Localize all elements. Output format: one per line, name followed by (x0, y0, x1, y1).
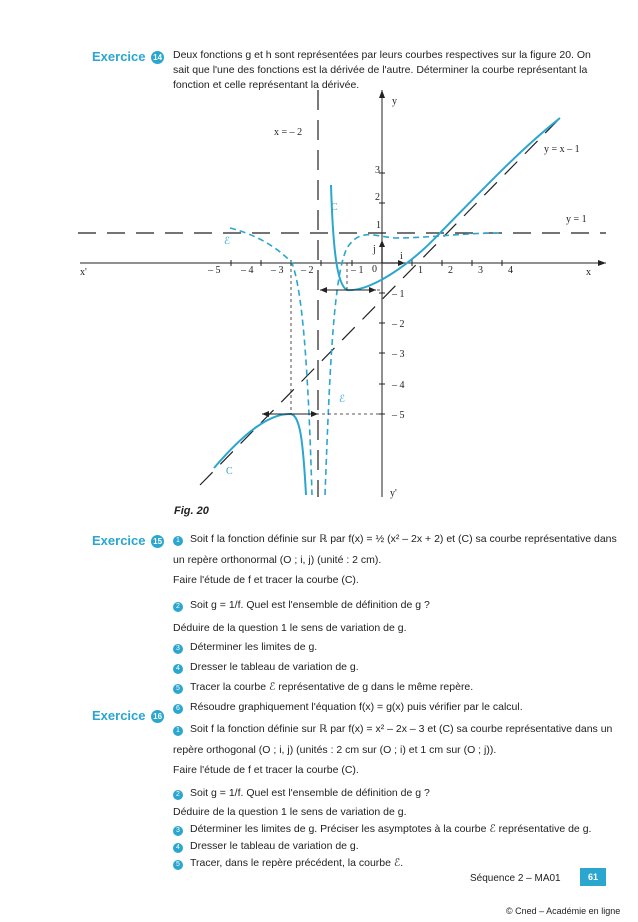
tangent-arrow-lower-head-right (311, 411, 318, 417)
ex15-item (173, 553, 605, 567)
ex16-item (173, 839, 605, 853)
exercise-15-label (92, 533, 164, 548)
label-curve-E-left: ℰ (224, 236, 231, 247)
question-text: Déterminer les limites de g. (190, 641, 318, 653)
question-bullet: 3 (173, 826, 183, 836)
footer-sequence: Séquence 2 – MA01 (470, 873, 561, 884)
tangent-arrow-lower-head-left (262, 411, 269, 417)
ex15-item (173, 660, 605, 674)
x-tick-label: 1 (418, 265, 423, 276)
x-tick-label: – 3 (271, 265, 284, 276)
question-text: Soit g = 1/f. Quel est l'ensemble de définition de g ? (190, 787, 430, 799)
label-i: i (400, 251, 403, 262)
tangent-arrow-upper-head-left (320, 287, 327, 293)
question-bullet: 2 (173, 790, 183, 800)
label-horizontal-asymptote: y = 1 (566, 214, 587, 225)
question-text: Déterminer les limites de g. Préciser les asymptotes à la courbe ℰ représentative de g. (190, 823, 592, 835)
x-tick-label: – 2 (301, 265, 314, 276)
question-text: Tracer, dans le repère précédent, la courbe ℰ. (190, 857, 404, 869)
page-number: 61 (580, 868, 606, 886)
ex16-item (173, 786, 605, 800)
tangent-arrow-upper-head-right (369, 287, 376, 293)
label-curve-E-right: ℰ (339, 394, 346, 405)
exercise-number-badge: 15 (151, 535, 164, 548)
exercise-label-text: Exercice (92, 533, 146, 548)
ex15-item (173, 621, 605, 635)
ex16-item (173, 822, 605, 836)
question-bullet: 1 (173, 726, 183, 736)
x-axis-arrow (598, 260, 606, 266)
question-text: Déduire de la question 1 le sens de variation de g. (173, 806, 407, 818)
ex15-item (173, 640, 605, 654)
question-bullet: 5 (173, 860, 183, 870)
copyright: © Cned – Académie en ligne (506, 906, 621, 916)
question-text: Résoudre graphiquement l'équation f(x) = g(x) puis vérifier par le calcul. (190, 701, 523, 713)
ex16-item (173, 763, 605, 777)
y-axis-arrow (379, 90, 385, 98)
y-tick-label: – 5 (392, 410, 405, 421)
ex15-item (173, 680, 605, 694)
label-oblique-asymptote: y = x – 1 (544, 144, 580, 155)
y-tick-label: – 3 (392, 349, 405, 360)
question-text: Faire l'étude de f et tracer la courbe (C). (173, 574, 359, 586)
x-tick-label: 3 (478, 265, 483, 276)
question-text: Soit f la fonction définie sur ℝ par f(x) = ½ (x² – 2x + 2) et (C) sa courbe représentative dans (190, 533, 617, 545)
label-x-axis-neg: x' (80, 267, 87, 278)
exercise-14-text: Deux fonctions g et h sont représentées par leurs courbes respectives sur la figure 20. On sait que l'une des fonctions est la dérivée de l'autre. Déterminer la courbe représentant la fonction et celle représentant la dérivée. (173, 49, 591, 91)
ex16-item (173, 743, 605, 757)
question-text: Tracer la courbe ℰ représentative de g dans le même repère. (190, 681, 474, 693)
ex16-item (173, 722, 613, 736)
ex16-item (173, 805, 605, 819)
question-text: Soit f la fonction définie sur ℝ par f(x) = x² – 2x – 3 et (C) sa courbe représentative dans un (190, 723, 613, 735)
label-y-axis-neg: y' (390, 488, 397, 499)
curve-C-right-branch (331, 118, 560, 290)
x-tick-label: 2 (448, 265, 453, 276)
exercise-number-badge: 14 (151, 51, 164, 64)
label-vertical-asymptote: x = – 2 (274, 127, 303, 138)
question-text: Soit g = 1/f. Quel est l'ensemble de définition de g ? (190, 599, 430, 611)
curve-C-left-branch (214, 414, 306, 495)
x-tick-label: 4 (508, 265, 513, 276)
y-tick-label: 2 (375, 192, 380, 203)
x-tick-label: – 4 (241, 265, 254, 276)
exercise-label-text: Exercice (92, 708, 146, 723)
question-text: Dresser le tableau de variation de g. (190, 661, 359, 673)
label-j: j (373, 244, 376, 255)
label-curve-C-left: C (226, 466, 233, 477)
x-tick-label: – 5 (208, 265, 221, 276)
question-text: Dresser le tableau de variation de g. (190, 840, 359, 852)
y-tick-label: 1 (376, 220, 381, 231)
exercise-16-label (92, 708, 164, 723)
y-tick-label: – 1 (392, 289, 405, 300)
question-bullet: 1 (173, 536, 183, 546)
label-curve-C-right: C (331, 202, 338, 213)
question-text: Faire l'étude de f et tracer la courbe (C). (173, 764, 359, 776)
label-y-axis: y (392, 96, 397, 107)
y-tick-label: – 4 (392, 380, 405, 391)
ex15-item (173, 598, 605, 612)
ex15-item (173, 573, 605, 587)
question-bullet: 6 (173, 704, 183, 714)
x-tick-label: – 1 (351, 265, 364, 276)
question-text: un repère orthonormal (O ; i, j) (unité : 2 cm). (173, 554, 382, 566)
ex15-item (173, 532, 617, 546)
question-bullet: 4 (173, 664, 183, 674)
figure-caption: Fig. 20 (174, 505, 209, 517)
question-bullet: 2 (173, 602, 183, 612)
exercise-number-badge: 16 (151, 710, 164, 723)
question-bullet: 3 (173, 644, 183, 654)
question-text: repère orthogonal (O ; i, j) (unités : 2 cm sur (O ; i) et 1 cm sur (O ; j)). (173, 744, 497, 756)
question-text: Déduire de la question 1 le sens de variation de g. (173, 622, 407, 634)
label-x-axis: x (586, 267, 591, 278)
ex15-item (173, 700, 605, 714)
y-tick-label: 3 (375, 165, 380, 176)
label-origin: 0 (372, 264, 377, 275)
y-tick-label: – 2 (392, 319, 405, 330)
question-bullet: 5 (173, 684, 183, 694)
exercise-label-text: Exercice (92, 49, 146, 64)
vector-j-arrow (379, 240, 385, 247)
ex16-item (173, 856, 605, 870)
question-bullet: 4 (173, 843, 183, 853)
